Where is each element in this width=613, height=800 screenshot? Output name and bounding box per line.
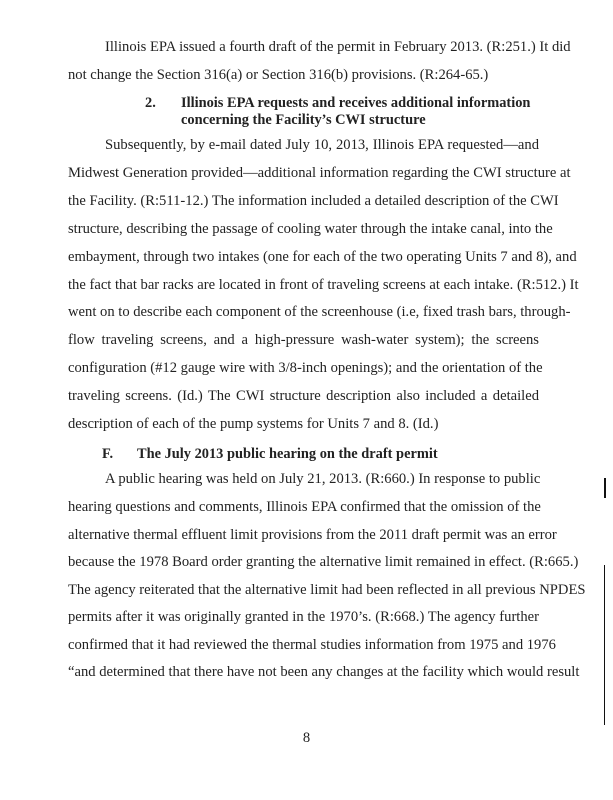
scan-edge-mark <box>604 478 606 498</box>
section-heading: concerning the Facility’s CWI structure <box>181 112 426 128</box>
para2-line: the fact that bar racks are located in front of traveling screens at each intake. (R:512.) It <box>68 277 579 293</box>
para3-line: The agency reiterated that the alternative limit had been reflected in all previous NPDES <box>68 582 586 598</box>
para3-line: “and determined that there have not been any changes at the facility which would result <box>68 664 580 680</box>
para3-line: because the 1978 Board order granting the alternative limit remained in effect. (R:665.) <box>68 554 579 570</box>
page-number: 8 <box>302 730 311 746</box>
scan-edge-mark <box>604 565 605 725</box>
para3-line: A public hearing was held on July 21, 2013. (R:660.) In response to public <box>105 471 541 487</box>
para1-line: Illinois EPA issued a fourth draft of the permit in February 2013. (R:251.) It did <box>105 39 571 55</box>
para3-line: hearing questions and comments, Illinois EPA confirmed that the omission of the <box>68 499 541 515</box>
section-heading: Illinois EPA requests and receives additional information <box>181 95 531 111</box>
para2-line: went on to describe each component of the screenhouse (i.e, fixed trash bars, through- <box>68 304 571 320</box>
para2-line: configuration (#12 gauge wire with 3/8-inch openings); and the orientation of the <box>68 360 543 376</box>
para2-line: flow traveling screens, and a high-pressure wash-water system); the screens <box>68 332 539 348</box>
para2-line: description of each of the pump systems for Units 7 and 8. (Id.) <box>68 416 439 432</box>
para2-line: the Facility. (R:511-12.) The information included a detailed description of the CWI <box>68 193 559 209</box>
section-letter: F. <box>102 446 114 462</box>
para2-line: embayment, through two intakes (one for each of the two operating Units 7 and 8), and <box>68 249 577 265</box>
para3-line: permits after it was originally granted in the 1970’s. (R:668.) The agency further <box>68 609 539 625</box>
para3-line: alternative thermal effluent limit provisions from the 2011 draft permit was an error <box>68 527 557 543</box>
para2-line: traveling screens. (Id.) The CWI structure description also included a detailed <box>68 388 539 404</box>
para3-line: confirmed that it had reviewed the thermal studies information from 1975 and 1976 <box>68 637 556 653</box>
para2-line: Midwest Generation provided—additional information regarding the CWI structure at <box>68 165 571 181</box>
section-number: 2. <box>145 95 156 111</box>
section-heading: The July 2013 public hearing on the draft permit <box>137 446 438 462</box>
para2-line: Subsequently, by e-mail dated July 10, 2013, Illinois EPA requested—and <box>105 137 539 153</box>
para1-line: not change the Section 316(a) or Section 316(b) provisions. (R:264-65.) <box>68 67 489 83</box>
para2-line: structure, describing the passage of cooling water through the intake canal, into the <box>68 221 553 237</box>
